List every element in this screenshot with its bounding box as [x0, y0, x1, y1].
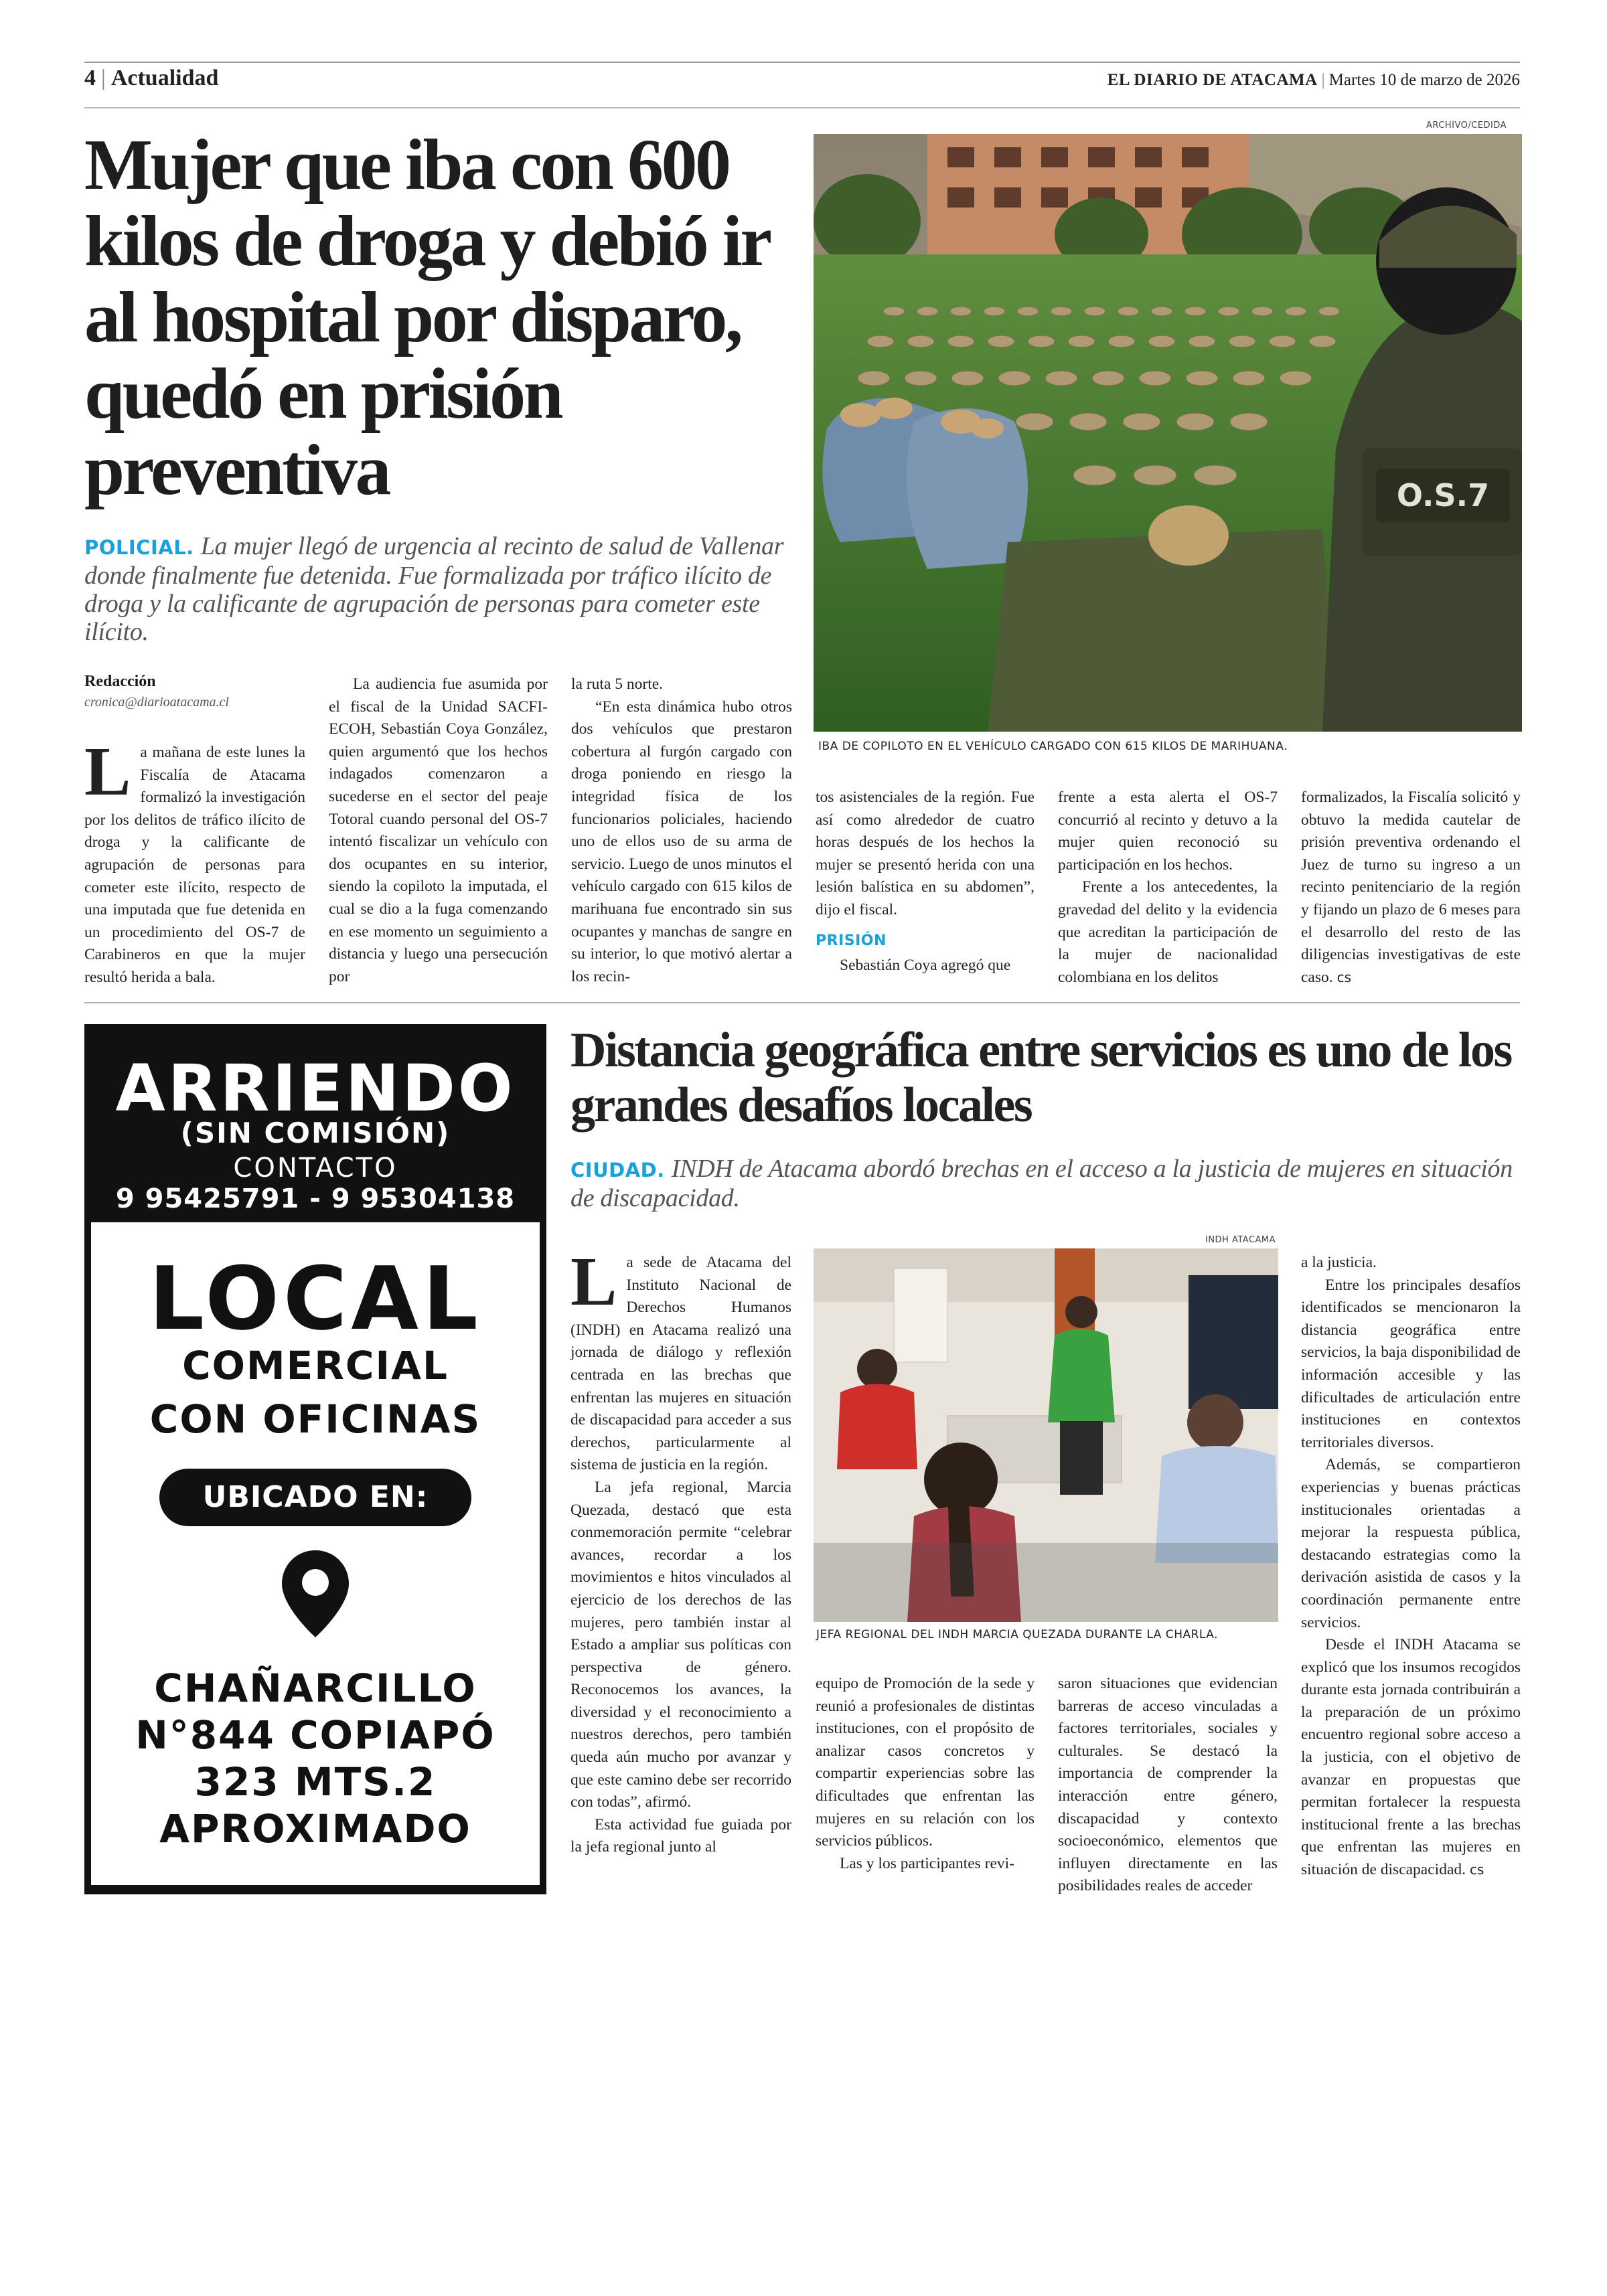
article1-dropcap: L — [84, 733, 131, 810]
drug-seizure-illustration — [814, 134, 1522, 732]
article2-col-4b-text: Entre los principales desafíos identificados se mencionaron la distancia geográfica entre servicios, la baja disponibilidad de información accesible y las dificultades de articulación entre instituciones en contextos territoriales diversos. — [1301, 1276, 1521, 1451]
article2-col-3-text: saron situaciones que evidencian barreras de acceso vinculadas a factores territoriales, sociales y culturales. Se destacó la importancia de comprender la interacción entre género, discapacidad y contexto socioeconómico, elementos que influyen directamente en las posibilidades reales de acceder — [1058, 1675, 1278, 1895]
ad-location-pill: UBICADO EN: — [159, 1469, 471, 1526]
article1-subhead: PRISIÓN — [816, 932, 887, 949]
article1-col-5b-text: Frente a los antecedentes, la gravedad del delito y la evidencia que acreditan la participación de la mujer de nacionalidad colombiana en los delitos — [1058, 878, 1278, 986]
ad-address-line-1: CHAÑARCILLO — [154, 1665, 477, 1711]
article2-col-2b-text: Las y los participantes revi- — [840, 1854, 1015, 1872]
article1-col-1-text: a mañana de este lunes la Fiscalía de Atacama formalizó la investigación por los delitos de tráfico ilícito de droga y la calificante de agrupación de personas para cometer este ilícito, respecto de una imputada que fue detenida en un procedimiento del OS-7 de Carabineros en que la mujer resultó herida a bala. — [84, 744, 305, 986]
article1-byline — [84, 673, 229, 710]
article1-col-5 — [1058, 787, 1278, 989]
vest-label: O.S.7 — [1396, 477, 1490, 513]
article1-col-3b-text: “En esta dinámica hubo otros dos vehículos que prestaron cobertura al furgón cargado con droga poniendo en riesgo la integridad física de los funcionarios policiales, haciendo uno de ellos uso de su arma de servicio. Luego de unos minutos el vehículo cargado con 615 kilos de marihuana fue encontrado sin sus ocupantes y manchas de sangre en su interior, lo que motivó alertar a los recin- — [571, 698, 792, 985]
article1-col-2 — [329, 673, 548, 988]
article2-col-4c-text: Además, se compartieron experiencias y buenas prácticas institucionales orientadas a mejorar la respuesta pública, destacando estrategias como la derivación asistida de casos y la coordinación permanente entre servicios. — [1301, 1456, 1521, 1631]
article2-deck-text: INDH de Atacama abordó brechas en el acceso a la justicia de mujeres en situación de discapacidad. — [570, 1155, 1513, 1212]
article1-col-6 — [1301, 787, 1521, 989]
article1-caption: IBA DE COPILOTO EN EL VEHÍCULO CARGADO CON 615 KILOS DE MARIHUANA. — [818, 740, 1288, 753]
end-mark-icon: cs — [1470, 1862, 1484, 1878]
article1-headline[interactable]: Mujer que iba con 600 kilos de droga y debió ir al hospital por disparo, quedó en prisión preventiva — [84, 125, 769, 510]
article2-col-1c-text: Esta actividad fue guiada por la jefa regional junto al — [570, 1815, 791, 1856]
header-separator: | — [1321, 71, 1325, 89]
article2-headline[interactable]: Distancia geográfica entre servicios es uno de los grandes desafíos locales — [570, 1023, 1511, 1133]
header-top-rule — [84, 62, 1520, 63]
header-separator: | — [101, 66, 106, 90]
page-header-left — [84, 66, 218, 91]
article2-col-4 — [1301, 1252, 1521, 1882]
article1-col-3a-text: la ruta 5 norte. — [571, 675, 664, 693]
section-divider — [84, 1002, 1520, 1003]
article1-col-4 — [816, 787, 1035, 977]
article2-photo-credit: INDH ATACAMA — [1205, 1235, 1276, 1245]
ad-address-line-2: N°844 COPIAPÓ — [135, 1712, 495, 1758]
article2-deck — [570, 1155, 1521, 1212]
header-bottom-rule — [84, 107, 1520, 108]
location-pin-icon — [282, 1550, 349, 1637]
article1-photo-credit: ARCHIVO/CEDIDA — [1426, 120, 1507, 131]
article2-col-3 — [1058, 1673, 1278, 1898]
issue-date: Martes 10 de marzo de 2026 — [1328, 71, 1520, 89]
ad-line-2: CON OFICINAS — [149, 1396, 481, 1442]
ad-address-line-3: 323 MTS.2 — [194, 1759, 437, 1805]
article1-col-3 — [571, 673, 792, 988]
author-email[interactable]: cronica@diarioatacama.cl — [84, 695, 229, 710]
article2-kicker: CIUDAD. — [570, 1159, 665, 1181]
article1-col-2-text: La audiencia fue asumida por el fiscal de la Unidad SACFI-ECOH, Sebastián Coya González, quien argumentó que los hechos indagados comenzaron a sucederse en el sector del peaje Totoral cuando personal del OS-7 intentó fiscalizar un vehículo con dos ocupantes en su interior, siendo la copiloto la imputada, el cual se dio a la fuga comenzando en ese momento un seguimiento a distancia y luego una persecución por — [329, 675, 548, 985]
article2-col-4a-text: a la justicia. — [1301, 1254, 1377, 1271]
publication-name: EL DIARIO DE ATACAMA — [1107, 71, 1318, 89]
ad-title: ARRIENDO — [115, 1051, 516, 1126]
article2-photo[interactable] — [814, 1248, 1278, 1622]
article2-col-1 — [570, 1243, 791, 1859]
article1-col-4a-text: tos asistenciales de la región. Fue así como alrededor de cuatro horas después de los hechos la mujer se presentó herida con una lesión balística en su abdomen”, dijo el fiscal. — [816, 789, 1035, 918]
article2-col-1b-text: La jefa regional, Marcia Quezada, destacó que esta conmemoración permite “celebrar avances, recordar a los movimientos e hitos vinculados al ejercicio de los derechos de las mujeres, pero también instar al Estado a ampliar sus políticas con perspectiva de género. Reconocemos los avances, la diversidad y el reconocimiento a nuestros derechos, pero también queda aún mucho por avanzar y que este camino debe ser recorrido con todas”, afirmó. — [570, 1478, 791, 1811]
article1-photo[interactable] — [814, 134, 1522, 732]
article2-col-2 — [816, 1673, 1035, 1875]
page-number: 4 — [84, 66, 96, 90]
article1-deck — [84, 532, 794, 646]
section-name[interactable]: Actualidad — [110, 66, 219, 90]
ad-white-panel — [91, 1222, 540, 1885]
page-header-right — [1107, 71, 1520, 90]
article2-col-1a-text: a sede de Atacama del Instituto Nacional de Derechos Humanos (INDH) en Atacama realizó una jornada de diálogo y reflexión centrada en las brechas que enfrentan las mujeres en situación de discapacidad para acceder a sus derechos, particularmente al sistema de justicia en la región. — [570, 1254, 791, 1474]
ad-subtitle: (SIN COMISIÓN) — [180, 1117, 451, 1149]
ad-address-line-4: APROXIMADO — [159, 1806, 471, 1852]
article1-col-1 — [84, 733, 305, 989]
article2-dropcap: L — [570, 1243, 617, 1320]
ad-big-text: LOCAL — [149, 1248, 482, 1349]
article1-col-6-text: formalizados, la Fiscalía solicitó y obtuvo la medida cautelar de prisión preventiva ordenando el Juez de turno su ingreso a un recinto penitenciario de la región y fijando un plazo de 6 meses para el desarrollo del resto de las diligencias investigativas de este caso. — [1301, 789, 1521, 986]
ad-line-1: COMERCIAL — [182, 1343, 449, 1388]
article2-caption: JEFA REGIONAL DEL INDH MARCIA QUEZADA DURANTE LA CHARLA. — [816, 1628, 1219, 1641]
article1-col-5a-text: frente a esta alerta el OS-7 concurrió al recinto y detuvo a la mujer quien reconoció su participación en los hechos. — [1058, 789, 1278, 874]
article1-deck-text: La mujer llegó de urgencia al recinto de salud de Vallenar donde finalmente fue detenida. Fue formalizada por tráfico ilícito de droga y la calificante de agrupación de personas para cometer este ilícito. — [84, 532, 784, 646]
indh-talk-illustration — [814, 1248, 1278, 1622]
classified-ad[interactable] — [84, 1024, 546, 1894]
author-name: Redacción — [84, 673, 156, 690]
article1-col-4b-text: Sebastián Coya agregó que — [840, 957, 1011, 975]
end-mark-icon: cs — [1336, 969, 1352, 985]
article2-col-2a-text: equipo de Promoción de la sede y reunió a profesionales de distintas instituciones, con el propósito de analizar casos concretos y compartir experiencias sobre las dificultades que enfrentan las mujeres en su relación con los servicios públicos. — [816, 1675, 1035, 1850]
ad-phones[interactable]: 9 95425791 - 9 95304138 — [115, 1183, 516, 1214]
ad-contact-label: CONTACTO — [233, 1153, 398, 1183]
article2-col-4d-text: Desde el INDH Atacama se explicó que los insumos recogidos durante esta jornada contribuirán a la preparación de un próximo encuentro regional sobre acceso a la justicia, con el objetivo de avanzar en propuestas que permitan fortalecer la respuesta institucional frente a las brechas que enfrentan las mujeres en situación de discapacidad. — [1301, 1636, 1521, 1879]
article1-kicker: POLICIAL. — [84, 536, 194, 559]
